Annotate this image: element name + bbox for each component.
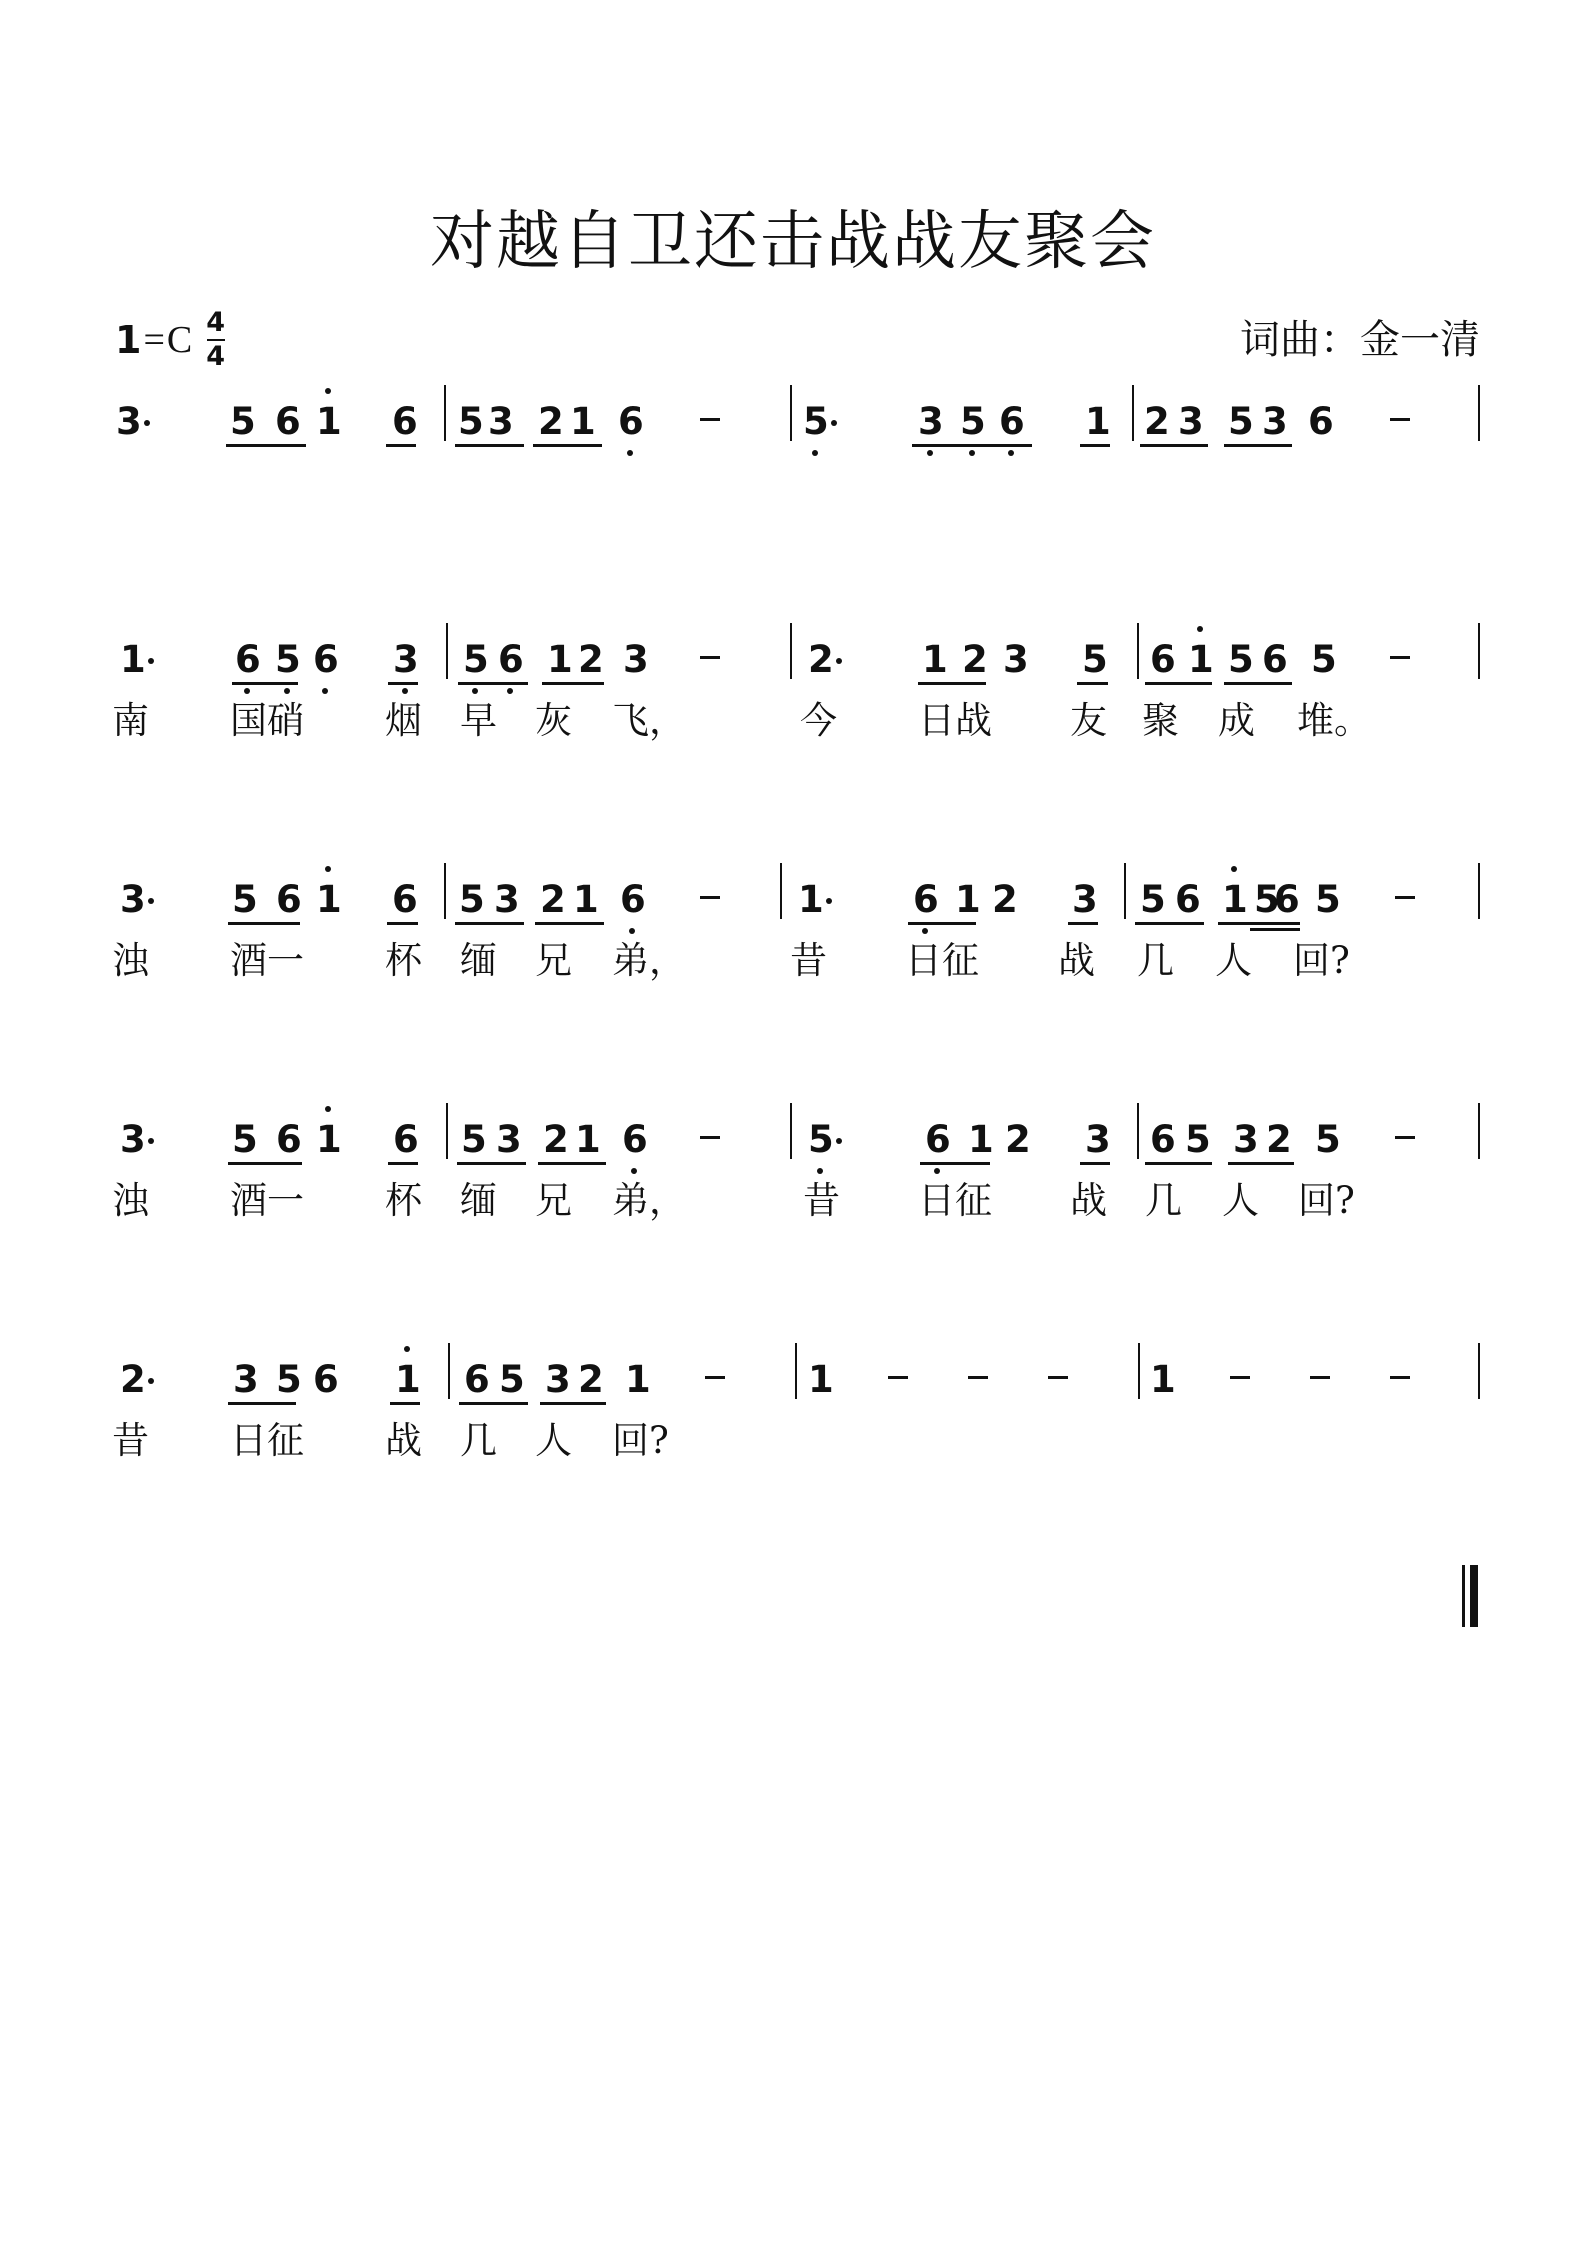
eighth-note-underline [1140,444,1208,447]
hold-dash [1390,418,1410,421]
time-signature-beats: 4 [206,307,226,338]
note-digit: 6 [276,1118,302,1161]
note-digit: 5 [1228,400,1254,443]
note-digit: 1 [1188,638,1214,681]
credits-lyrics-music: 词曲：金一清 [1240,317,1480,363]
lyric-syllable: 国硝 [230,699,304,742]
note-digit: 1 [955,878,981,921]
eighth-note-underline [457,1162,526,1165]
note-digit: 2 [962,638,988,681]
lyric-syllable: 回? [1293,939,1350,982]
note-digit: 5 [458,400,484,443]
lyric-syllable: 杯 [385,939,422,982]
barline [780,863,782,919]
note-digit: 5 [1228,638,1254,681]
barline [790,385,792,441]
barline [1478,1103,1480,1159]
lyric-syllable: 友 [1070,699,1107,742]
eighth-note-underline [386,444,416,447]
note-digit: 5 [808,1118,834,1161]
octave-up-dot [1197,626,1203,632]
augmentation-dot [148,1138,154,1144]
note-digit: 5 [803,400,829,443]
note-digit: 6 [620,878,646,921]
notation-system [0,1338,1586,1418]
notation-system [0,858,1586,938]
hold-dash [700,896,720,899]
lyric-syllable: 日征 [918,1179,992,1222]
hold-dash [888,1376,908,1379]
note-digit: 6 [1175,878,1201,921]
octave-up-dot [325,866,331,872]
eighth-note-underline [232,682,298,685]
note-digit: 6 [392,878,418,921]
note-digit: 6 [1262,638,1288,681]
barline [1478,863,1480,919]
note-digit: 5 [1254,878,1280,921]
note-digit: 5 [1315,878,1341,921]
note-digit: 1 [575,1118,601,1161]
time-signature [206,309,225,371]
key-signature [115,305,225,375]
augmentation-dot [831,420,837,426]
final-barline-thin [1462,1565,1465,1627]
lyric-syllable: 堆。 [1297,699,1371,742]
lyric-syllable: 浊 [112,1179,149,1222]
note-digit: 2 [992,878,1018,921]
eighth-note-underline [1218,922,1300,925]
note-digit: 2 [578,638,604,681]
note-digit: 5 [1082,638,1108,681]
lyric-syllable: 昔 [803,1179,840,1222]
note-digit: 3 [233,1358,259,1401]
note-digit: 3 [120,1118,146,1161]
note-digit: 6 [313,1358,339,1401]
eighth-note-underline [390,1402,420,1405]
note-digit: 3 [1233,1118,1259,1161]
eighth-note-underline [1077,682,1108,685]
note-digit: 6 [1150,1118,1176,1161]
octave-down-dot [812,450,818,456]
note-digit: 1 [1222,878,1248,921]
note-digit: 2 [538,400,564,443]
note-digit: 3 [623,638,649,681]
note-digit: 1 [1150,1358,1176,1401]
eighth-note-underline [1080,444,1110,447]
note-digit: 6 [1150,638,1176,681]
barline [444,863,446,919]
hold-dash [1230,1376,1250,1379]
note-digit: 3 [496,1118,522,1161]
note-digit: 3 [120,878,146,921]
note-digit: 5 [232,1118,258,1161]
eighth-note-underline [538,1162,606,1165]
lyric-syllable: 弟， [612,1179,686,1222]
barline [1132,385,1134,441]
note-digit: 2 [1144,400,1170,443]
hold-dash [1048,1376,1068,1379]
note-digit: 1 [316,878,342,921]
lyric-syllable: 昔 [112,1419,149,1462]
lyric-syllable: 日征 [905,939,979,982]
augmentation-dot [148,658,154,664]
note-digit: 3 [1072,878,1098,921]
barline [1124,863,1126,919]
barline [448,1343,450,1399]
barline [1137,623,1139,679]
hold-dash [1310,1376,1330,1379]
note-digit: 2 [543,1118,569,1161]
lyric-syllable: 几 [460,1419,497,1462]
eighth-note-underline [535,922,604,925]
eighth-note-underline [1068,922,1098,925]
lyric-syllable: 战 [385,1419,422,1462]
hold-dash [705,1376,725,1379]
augmentation-dot [836,1138,842,1144]
barline [790,623,792,679]
eighth-note-underline [388,1162,418,1165]
eighth-note-underline [228,1402,296,1405]
octave-up-dot [325,388,331,394]
note-digit: 6 [999,400,1025,443]
note-digit: 1 [547,638,573,681]
note-digit: 5 [1140,878,1166,921]
lyric-syllable: 弟， [612,939,686,982]
eighth-note-underline [458,682,528,685]
note-digit: 6 [913,878,939,921]
barline [446,1103,448,1159]
barline [790,1103,792,1159]
eighth-note-underline [920,1162,990,1165]
eighth-note-underline [542,682,604,685]
lyric-syllable: 酒一 [230,1179,304,1222]
note-digit: 3 [1003,638,1029,681]
eighth-note-underline [1145,682,1212,685]
note-digit: 3 [918,400,944,443]
lyric-syllable: 人 [1215,939,1252,982]
key-tonic-number: 1 [115,318,142,362]
eighth-note-underline [540,1402,606,1405]
eighth-note-underline [459,1402,528,1405]
augmentation-dot [148,898,154,904]
note-digit: 1 [625,1358,651,1401]
octave-down-dot [507,688,513,694]
note-digit: 5 [1315,1118,1341,1161]
lyric-syllable: 灰 [535,699,572,742]
augmentation-dot [144,420,150,426]
note-digit: 5 [275,638,301,681]
eighth-note-underline [228,922,300,925]
note-digit: 3 [545,1358,571,1401]
note-digit: 6 [313,638,339,681]
eighth-note-underline [1135,922,1204,925]
lyric-syllable: 缅 [460,939,497,982]
eighth-note-underline [908,922,976,925]
eighth-note-underline [228,1162,302,1165]
lyric-syllable: 成 [1218,699,1255,742]
note-digit: 3 [494,878,520,921]
final-barline-thick [1470,1565,1478,1627]
note-digit: 6 [925,1118,951,1161]
augmentation-dot [826,898,832,904]
lyric-syllable: 酒一 [230,939,304,982]
note-digit: 2 [578,1358,604,1401]
note-digit: 6 [498,638,524,681]
note-digit: 1 [968,1118,994,1161]
note-digit: 3 [393,638,419,681]
note-digit: 6 [464,1358,490,1401]
octave-down-dot [627,450,633,456]
note-digit: 5 [960,400,986,443]
eighth-note-underline [1224,444,1292,447]
note-digit: 1 [316,400,342,443]
note-digit: 5 [459,878,485,921]
eighth-note-underline [1080,1162,1110,1165]
lyric-syllable: 杯 [385,1179,422,1222]
note-digit: 5 [232,878,258,921]
note-digit: 6 [276,878,302,921]
note-digit: 2 [1005,1118,1031,1161]
note-digit: 3 [488,400,514,443]
note-digit: 1 [316,1118,342,1161]
note-digit: 6 [622,1118,648,1161]
octave-down-dot [1008,450,1014,456]
barline [446,623,448,679]
lyric-syllable: 聚 [1142,699,1179,742]
eighth-note-underline [455,922,524,925]
eighth-note-underline [388,682,418,685]
eighth-note-underline [387,922,418,925]
eighth-note-underline [1224,682,1292,685]
note-digit: 1 [808,1358,834,1401]
lyric-syllable: 回? [1298,1179,1355,1222]
barline [444,385,446,441]
barline [1138,1343,1140,1399]
note-digit: 3 [1085,1118,1111,1161]
lyric-syllable: 几 [1137,939,1174,982]
note-digit: 1 [570,400,596,443]
barline [1478,385,1480,441]
note-digit: 6 [618,400,644,443]
hold-dash [700,656,720,659]
key-equals: = [143,319,165,361]
note-digit: 1 [798,878,824,921]
lyric-syllable: 日征 [230,1419,304,1462]
note-digit: 3 [1178,400,1204,443]
barline [1137,1103,1139,1159]
lyric-syllable: 烟 [385,699,422,742]
note-digit: 5 [276,1358,302,1401]
octave-down-dot [322,688,328,694]
octave-up-dot [1231,866,1237,872]
lyric-syllable: 兄 [535,1179,572,1222]
hold-dash [1395,896,1415,899]
song-title: 对越自卫还击战战友聚会 [430,205,1156,279]
augmentation-dot [836,658,842,664]
note-digit: 5 [230,400,256,443]
note-digit: 2 [808,638,834,681]
note-digit: 2 [120,1358,146,1401]
hold-dash [700,1136,720,1139]
note-digit: 6 [393,1118,419,1161]
notation-system [0,380,1586,460]
hold-dash [700,418,720,421]
eighth-note-underline [1228,1162,1294,1165]
note-digit: 1 [120,638,146,681]
note-digit: 3 [1262,400,1288,443]
eighth-note-underline [1145,1162,1212,1165]
barline [1478,1343,1480,1399]
note-digit: 6 [235,638,261,681]
lyric-syllable: 南 [112,699,149,742]
lyric-syllable: 飞， [612,699,686,742]
note-digit: 3 [116,400,142,443]
lyric-syllable: 几 [1145,1179,1182,1222]
note-digit: 1 [573,878,599,921]
note-digit: 1 [1085,400,1111,443]
augmentation-dot [148,1378,154,1384]
lyric-syllable: 日战 [918,699,992,742]
lyric-syllable: 人 [535,1419,572,1462]
lyric-syllable: 浊 [112,939,149,982]
eighth-note-underline [226,444,306,447]
eighth-note-underline [918,682,986,685]
lyric-syllable: 昔 [790,939,827,982]
lyric-syllable: 回? [612,1419,669,1462]
barline [795,1343,797,1399]
octave-down-dot [969,450,975,456]
key-note-letter: C [166,319,193,361]
note-digit: 2 [1266,1118,1292,1161]
note-digit: 6 [275,400,301,443]
note-digit: 5 [461,1118,487,1161]
hold-dash [1390,1376,1410,1379]
note-digit: 6 [1308,400,1334,443]
barline [1478,623,1480,679]
lyric-syllable: 战 [1070,1179,1107,1222]
octave-up-dot [325,1106,331,1112]
lyric-syllable: 今 [800,699,837,742]
eighth-note-underline [912,444,1032,447]
eighth-note-underline [455,444,524,447]
lyric-syllable: 人 [1222,1179,1259,1222]
hold-dash [968,1376,988,1379]
lyric-syllable: 兄 [535,939,572,982]
lyric-syllable: 缅 [460,1179,497,1222]
note-digit: 1 [395,1358,421,1401]
octave-up-dot [404,1346,410,1352]
note-digit: 2 [540,878,566,921]
note-digit: 6 [392,400,418,443]
note-digit: 5 [463,638,489,681]
notation-system [0,618,1586,698]
note-digit: 6 [1274,878,1300,921]
note-digit: 1 [922,638,948,681]
hold-dash [1395,1136,1415,1139]
note-digit: 5 [1185,1118,1211,1161]
note-digit: 5 [499,1358,525,1401]
octave-down-dot [927,450,933,456]
note-digit: 5 [1311,638,1337,681]
hold-dash [1390,656,1410,659]
lyric-syllable: 早 [460,699,497,742]
notation-system [0,1098,1586,1178]
eighth-note-underline [533,444,602,447]
time-signature-unit: 4 [206,341,226,372]
lyric-syllable: 战 [1058,939,1095,982]
